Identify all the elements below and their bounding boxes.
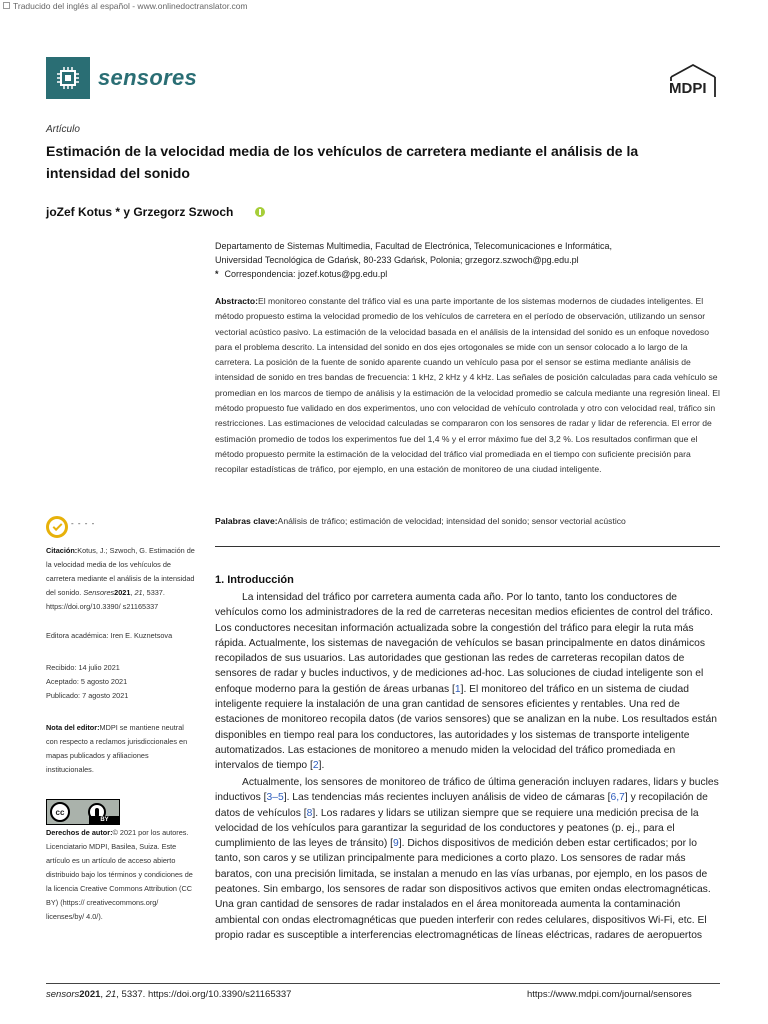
footer-citation: sensors2021, 21, 5337. https://doi.org/10.3390/s21165337 (46, 989, 292, 1000)
paragraph-text: Actualmente, los sensores de monitoreo de tráfico de última generación incluyen radares, lidars y bucles inductivos [ (215, 777, 719, 804)
affiliation-line-1: Departamento de Sistemas Multimedia, Facultad de Electrónica, Telecomunicaciones e Informática, (215, 241, 613, 251)
reference-link[interactable]: 3–5 (266, 792, 284, 804)
intro-paragraph-1 (215, 590, 720, 774)
paragraph-text: La intensidad del tráfico por carretera aumenta cada año. Por lo tanto, tanto los conductores de vehículos como los administradores de la red de carreteras necesitan medios eficientes de control del tráfico. Los conductores necesitan información actualizada sobre la congestión del tráfico para elegir la ruta más rápida. Actualmente, los sistemas de navegación de vehículos se basan principalmente en datos dinámicos recopilados de sus usuarios. Las autoridades que gestionan las redes de carreteras recopilan datos de sensores de radar y bucles inductivos, y de mediciones ad-hoc. Las soluciones de ciudad inteligente son el enfoque moderno para la gestión de áreas urbanas [ (215, 592, 713, 695)
reference-link[interactable]: 6,7 (610, 792, 625, 804)
correspondence-star: * (215, 269, 219, 279)
check-for-updates-icon[interactable] (46, 516, 68, 538)
authors: joZef Kotus * y Grzegorz Szwoch (46, 205, 234, 219)
orcid-icon[interactable] (255, 207, 265, 217)
publisher-note-text: MDPI se mantiene neutral con respecto a reclamos jurisdiccionales en mapas publicados y afiliaciones institucionales. (46, 723, 188, 774)
intro-paragraph-2 (215, 775, 720, 943)
section-divider (215, 546, 720, 547)
translation-bar[interactable] (0, 0, 248, 11)
date-published: Publicado: 7 agosto 2021 (46, 691, 129, 700)
affiliation-line-2: Universidad Tecnológica de Gdańsk, 80-233 Gdańsk, Polonia; grzegorz.szwoch@pg.edu.pl (215, 255, 579, 265)
copyright-text: © 2021 por los autores. Licenciatario MDPI, Basilea, Suiza. Este artículo es un artículo de acceso abierto distribuido bajo los términos y condiciones de la licencia Creative Commons Attribution (CC BY) (https:// creativecommons.org/ licenses/by/ 4.0/). (46, 828, 193, 921)
publisher-note-label: Nota del editor: (46, 723, 100, 732)
by-label: BY (89, 816, 120, 824)
journal-name: sensores (98, 65, 198, 90)
correspondence (215, 267, 735, 281)
keywords-text: Análisis de tráfico; estimación de velocidad; intensidad del sonido; sensor vectorial acústico (277, 516, 626, 526)
citation-text: Kotus, J.; Szwoch, G. Estimación de la velocidad media de los vehículos de carretera mediante el análisis de la intensidad del sonido. (46, 546, 195, 597)
reference-link[interactable]: 9 (393, 838, 399, 850)
reference-link[interactable]: 8 (306, 807, 313, 819)
citation-journal: Sensores (83, 588, 115, 597)
correspondence-text: Correspondencia: jozef.kotus@pg.edu.pl (224, 269, 388, 279)
translate-icon (3, 2, 10, 9)
footer-divider (46, 983, 720, 984)
citation-label: Citación: (46, 546, 78, 555)
paragraph-text: ]. Los radares y lidars se utilizan siempre que se requiere una medición precisa de la velocidad de los vehículos para garantizar la seguridad de los conductores y peatones (p. ej., para el cumplimiento de las leyes de tránsito) [ (215, 807, 699, 850)
citation-year: 2021 (114, 588, 131, 597)
journal-logo-icon (46, 57, 90, 99)
paragraph-text: ]. Las tendencias más recientes incluyen análisis de video de cámaras [ (283, 792, 611, 804)
check-for-updates-text[interactable]: - - - - (71, 519, 96, 528)
abstract-text: El monitoreo constante del tráfico vial es una parte importante de los sistemas modernos de ciudades inteligentes. El método propuesto estima la velocidad promedio de los vehículos de carretera en el período de observación, utilizando un sensor vectorial acústico pasivo. La estimación de la velocidad basada en el análisis de la intensidad del sonido es un enfoque novedoso para el problema descrito. La intensidad del sonido en dos ejes ortogonales se mide con un sensor colocado a lo largo de la carretera. La posición de la fuente de sonido aparente cuando un vehículo pasa por el sensor se estima mediante análisis de intensidad de sonido en tres bandas de frecuencia: 1 kHz, 2 kHz y 4 kHz. Las señales de posición calculadas para cada vehículo se promedian en los marcos de tiempo de análisis y la estimación de la velocidad promedio se calcula mediante una regresión lineal. El método propuesto fue validado en dos experimentos, uno con velocidad de vehículo controlada y otro con velocidad real, tráfico sin restricciones. Las estimaciones de velocidad calculadas se compararon con los sensores de radar y lidar de referencia. El error de estimación promedio de todos los experimentos fue del 1,4 % y el error máximo fue del 3,2 %. Los resultados confirman que el método propuesto permite la estimación de la velocidad del tráfico vial promediada en el tiempo con suficiente precisión para recopilar estadísticas de tráfico, por ejemplo, en una estación de monitoreo de una ciudad inteligente. (215, 296, 720, 475)
copyright-label: Derechos de autor: (46, 828, 113, 837)
author-line (46, 205, 265, 219)
translation-bar-text[interactable]: Traducido del inglés al español - www.onlinedoctranslator.com (13, 0, 248, 11)
footer-journal: sensors (46, 989, 80, 1000)
publisher-note (46, 721, 196, 777)
paragraph-text: ]. El monitoreo del tráfico en un sistema de ciudad inteligente requiere la instalación de una gran cantidad de sensores eficientes y rentables. Una red de estaciones de monitoreo recopila datos (de varios sensores) que se analizan en la nube. Los resultados están disponibles en tiempo real para los conductores, las autoridades y los sistemas de transporte inteligente automatizados. Las estaciones de monitoreo a menudo miden la velocidad del tráfico promediada en intervalos de tiempo [ (215, 683, 717, 772)
mdpi-logo-icon (665, 63, 721, 103)
copyright (46, 826, 196, 924)
article-type: Artículo (46, 124, 80, 135)
reference-link[interactable]: 1 (454, 683, 461, 695)
cc-icon: cc (50, 802, 70, 822)
date-received: Recibido: 14 julio 2021 (46, 663, 120, 672)
footer-year: 2021 (79, 989, 101, 1000)
publisher-name: MDPI (669, 80, 707, 97)
keywords (215, 514, 720, 528)
citation-volume: 21 (134, 588, 143, 597)
date-accepted: Aceptado: 5 agosto 2021 (46, 677, 128, 686)
keywords-label: Palabras clave: (215, 516, 278, 526)
paragraph-text: ] y recopilación de datos de vehículos [ (215, 792, 708, 819)
citation: Citación:Kotus, J.; Szwoch, G. Estimación de la velocidad media de los vehículos de carretera mediante el análisis de la intensidad del sonido. Sensores2021, 21, 5337. https://doi.org/10.3390/ s21165337 (46, 546, 195, 611)
affiliation (215, 239, 735, 281)
footer-volume: 21 (105, 989, 117, 1000)
cc-by-license-badge[interactable] (46, 799, 120, 825)
publisher-logo[interactable] (665, 63, 721, 108)
citation-doi[interactable]: , 5337. https://doi.org/10.3390/ s21165337 (46, 588, 165, 611)
journal-header (46, 57, 197, 99)
abstract (215, 294, 720, 478)
section-heading-introduction: 1. Introducción (215, 574, 294, 586)
paragraph-text: ]. (318, 760, 325, 772)
paragraph-text: ]. Dichos dispositivos de medición deben estar certificados; por lo tanto, son caros y se utilizan principalmente para mediciones a corto plazo. Los sensores de radar más baratos, con una precisión limitada, se instalan a menudo en las vías urbanas, por ejemplo, en los pasos de peatones. Sin embargo, los sensores de radar son dispositivos activos que emiten ondas electromagnéticas. Una gran cantidad de sensores de radar instalados en el área monitoreada aumenta la contaminación ambiental con ondas electromagnéticas que pueden interferir con redes celulares, dispositivos Wi-Fi, etc. El propio radar es susceptible a interferencias electromagnéticas de líneas eléctricas, radares de aeropuertos (215, 838, 711, 941)
dates (46, 661, 196, 703)
abstract-label: Abstracto: (215, 296, 258, 306)
reference-link[interactable]: 2 (312, 760, 319, 772)
article-title: Estimación de la velocidad media de los vehículos de carretera mediante el análisis de la intensidad del sonido (46, 143, 639, 181)
academic-editor: Editora académica: Iren E. Kuznetsova (46, 631, 173, 640)
footer-doi[interactable]: , 5337. https://doi.org/10.3390/s21165337 (116, 989, 292, 1000)
footer-journal-url[interactable]: https://www.mdpi.com/journal/sensores (527, 989, 692, 1000)
